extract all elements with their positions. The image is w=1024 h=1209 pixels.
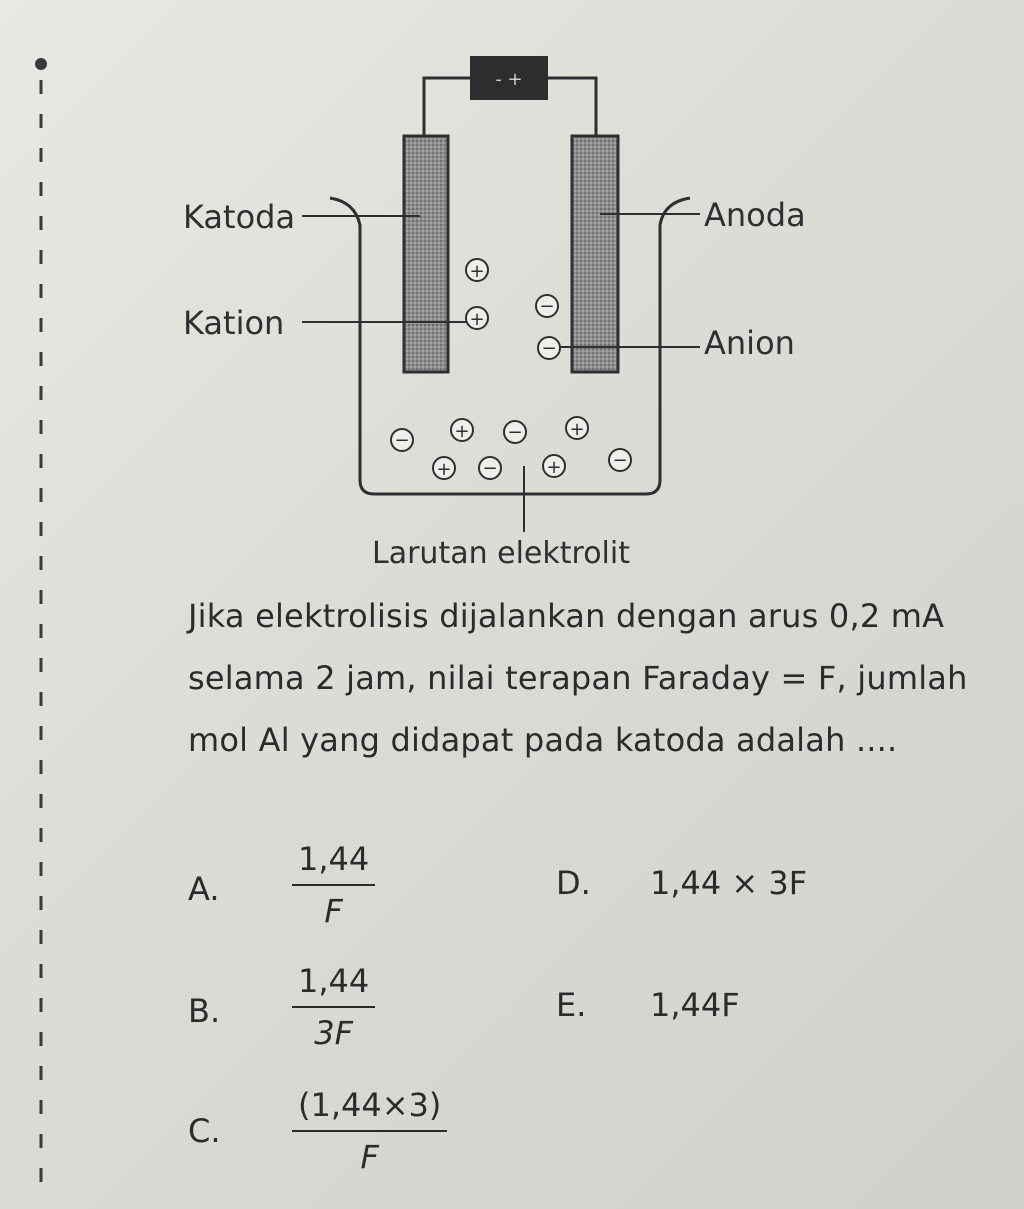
option-c-numerator: (1,44×3)	[292, 1086, 447, 1132]
anion-ion-icon	[536, 295, 558, 317]
svg-text:−: −	[539, 296, 555, 317]
electrolysis-cell-diagram	[0, 0, 1024, 580]
option-b-denominator: 3F	[314, 1014, 353, 1052]
option-e-letter: E.	[556, 986, 587, 1024]
cation-ion-icon	[451, 419, 473, 442]
wire-right	[548, 78, 596, 136]
question-text: Jika elektrolisis dijalankan dengan arus 0,2 mA selama 2 jam, nilai terapan Faraday = F, jumlah mol Al yang didapat pada katoda adalah ....	[188, 597, 968, 759]
anion-ion-icon	[609, 449, 631, 471]
svg-text:−: −	[541, 338, 557, 359]
option-a-denominator: F	[324, 892, 343, 930]
option-b-numerator: 1,44	[292, 962, 375, 1008]
svg-text:−: −	[394, 430, 410, 451]
anoda-label: Anoda	[704, 196, 806, 234]
option-a-numerator: 1,44	[292, 840, 375, 886]
battery-label: - +	[495, 69, 523, 90]
option-b-fraction	[292, 962, 375, 1052]
anion-label: Anion	[704, 324, 795, 362]
wire-left	[424, 78, 470, 136]
cation-ion-icon	[466, 307, 488, 330]
svg-text:+: +	[454, 421, 470, 442]
option-c-denominator: F	[360, 1138, 379, 1176]
svg-text:+: +	[436, 459, 452, 480]
katoda-electrode	[404, 136, 448, 372]
battery-icon	[470, 56, 548, 100]
cation-ion-icon	[466, 259, 488, 282]
anion-ion-icon	[538, 337, 560, 359]
option-d-value: 1,44 × 3F	[650, 864, 808, 902]
larutan-label: Larutan elektrolit	[372, 536, 630, 571]
option-c-fraction	[292, 1086, 447, 1176]
svg-text:+: +	[546, 457, 562, 478]
option-a-letter: A.	[188, 870, 220, 908]
cation-ion-icon	[566, 417, 588, 440]
kation-label: Kation	[183, 304, 285, 342]
option-e-value: 1,44F	[650, 986, 740, 1024]
cation-ion-icon	[543, 455, 565, 478]
anion-ion-icon	[504, 421, 526, 443]
svg-text:−: −	[482, 458, 498, 479]
svg-text:−: −	[612, 450, 628, 471]
anoda-electrode	[572, 136, 618, 372]
option-c-letter: C.	[188, 1112, 221, 1150]
svg-text:+: +	[569, 419, 585, 440]
svg-text:−: −	[507, 422, 523, 443]
katoda-label: Katoda	[183, 198, 296, 236]
option-a-fraction	[292, 840, 375, 930]
anion-ion-icon	[391, 429, 413, 451]
anion-ion-icon	[479, 457, 501, 479]
svg-text:+: +	[469, 309, 485, 330]
option-b-letter: B.	[188, 992, 221, 1030]
option-d-letter: D.	[556, 864, 591, 902]
cation-ion-icon	[433, 457, 455, 480]
svg-text:+: +	[469, 261, 485, 282]
